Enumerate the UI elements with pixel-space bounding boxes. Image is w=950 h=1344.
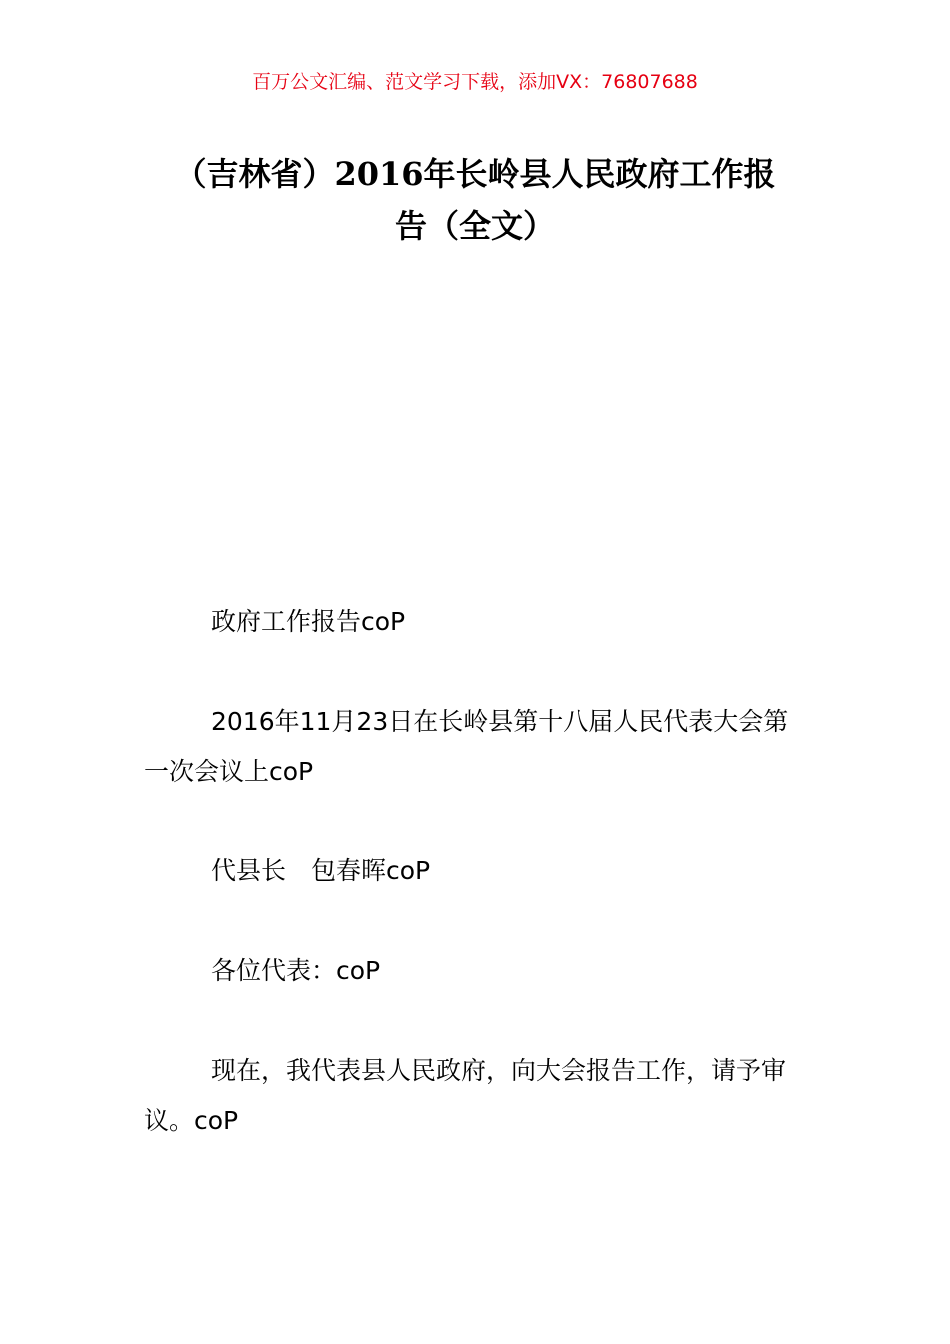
- paragraph-speaker: 代县长 包春晖coP: [211, 856, 431, 885]
- document-title-line-1: （吉林省）2016年长岭县人民政府工作报: [174, 155, 776, 193]
- document-title-line-2: 告（全文）: [394, 207, 555, 245]
- header-watermark-note: 百万公文汇编、范文学习下载，添加VX：76807688: [252, 71, 698, 93]
- paragraph-opening: 现在，我代表县人民政府，向大会报告工作，请予审议。coP: [144, 1056, 787, 1135]
- paragraph-report-heading: 政府工作报告coP: [211, 607, 406, 636]
- paragraph-meeting-date: 2016年11月23日在长岭县第十八届人民代表大会第一次会议上coP: [144, 707, 789, 786]
- paragraph-salutation: 各位代表：coP: [211, 956, 381, 985]
- document-title: [140, 148, 810, 252]
